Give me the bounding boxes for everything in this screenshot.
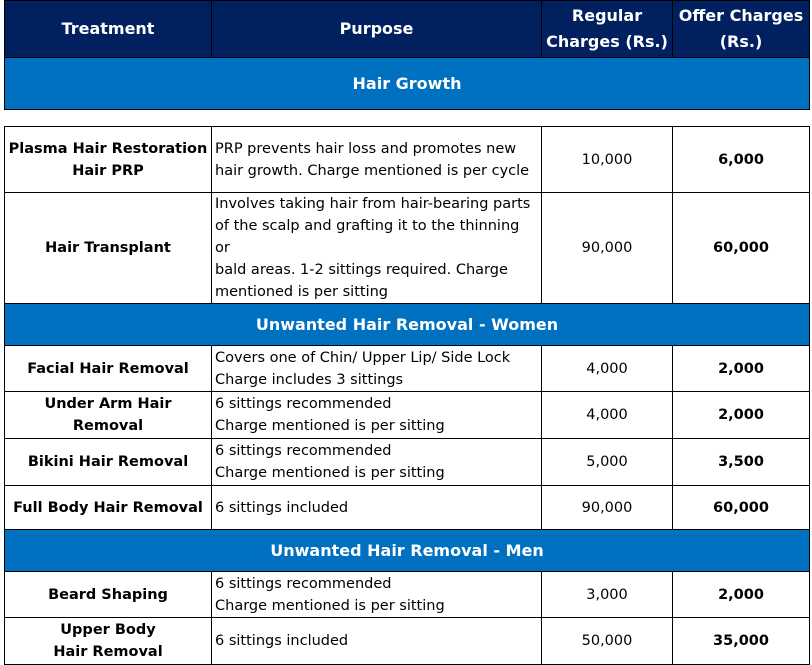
regular-charge-cell: 4,000 (542, 346, 673, 392)
purpose-line: Charge mentioned is per sitting (215, 597, 445, 614)
regular-charge-cell: 90,000 (542, 486, 673, 530)
table-row (5, 346, 810, 392)
purpose-cell (212, 486, 542, 530)
treatment-cell (5, 392, 212, 439)
purpose-line: 6 sittings included (215, 633, 349, 649)
purpose-line: PRP prevents hair loss and promotes new (215, 140, 517, 157)
offer-charge-cell: 2,000 (673, 346, 810, 392)
purpose-cell (212, 193, 542, 304)
offer-charge-cell: 60,000 (673, 486, 810, 530)
purpose-line: bald areas. 1-2 sittings required. Charge (215, 262, 508, 278)
table-row (5, 127, 810, 193)
offer-charge-cell: 6,000 (673, 127, 810, 193)
table-row (5, 618, 810, 665)
treatment-line: Bikini Hair Removal (27, 454, 189, 470)
treatment-cell (5, 346, 212, 392)
header-offer-line2: (Rs.) (719, 32, 763, 51)
purpose-line: hair growth. Charge mentioned is per cycle (215, 162, 530, 179)
purpose-line: Charge mentioned is per sitting (215, 465, 445, 481)
table-row (5, 193, 810, 304)
section-row (5, 530, 810, 572)
regular-charge-cell: 10,000 (542, 127, 673, 193)
table-row (5, 392, 810, 439)
section-title: Unwanted Hair Removal - Women (5, 304, 810, 346)
treatment-cell (5, 193, 212, 304)
regular-charge-cell: 4,000 (542, 392, 673, 439)
treatment-line: Facial Hair Removal (27, 360, 189, 377)
treatment-cell (5, 486, 212, 530)
treatment-cell (5, 439, 212, 486)
treatment-cell (5, 572, 212, 618)
section-row (5, 304, 810, 346)
purpose-cell (212, 618, 542, 665)
purpose-line: 6 sittings recommended (215, 575, 392, 592)
table-row (5, 439, 810, 486)
price-table (4, 0, 810, 665)
purpose-line: Covers one of Chin/ Upper Lip/ Side Lock (215, 349, 511, 366)
treatment-line: Hair PRP (72, 162, 144, 179)
table-row (5, 486, 810, 530)
purpose-line: 6 sittings recommended (215, 443, 392, 459)
header-regular-line1: Regular (571, 6, 643, 25)
offer-charge-cell: 35,000 (673, 618, 810, 665)
purpose-cell (212, 127, 542, 193)
purpose-cell (212, 439, 542, 486)
section-row (5, 58, 810, 110)
header-offer-line1: Offer Charges (678, 6, 804, 25)
header-regular-charges (542, 1, 673, 58)
header-regular-line2: Charges (Rs.) (546, 32, 668, 51)
treatment-line: Hair Transplant (45, 240, 171, 256)
regular-charge-cell: 50,000 (542, 618, 673, 665)
purpose-line: Charge mentioned is per sitting (215, 418, 445, 434)
purpose-cell (212, 346, 542, 392)
regular-charge-cell: 90,000 (542, 193, 673, 304)
purpose-cell (212, 392, 542, 439)
header-offer-charges (673, 1, 810, 58)
table-body (5, 58, 810, 665)
spacer-cell (5, 110, 810, 127)
header-treatment: Treatment (5, 1, 212, 58)
purpose-cell (212, 572, 542, 618)
treatment-line: Hair Removal (53, 644, 163, 660)
treatment-line: Beard Shaping (48, 586, 168, 603)
section-title: Unwanted Hair Removal - Men (5, 530, 810, 572)
treatment-line: Plasma Hair Restoration (8, 140, 208, 157)
offer-charge-cell: 3,500 (673, 439, 810, 486)
purpose-line: of the scalp and grafting it to the thinning or (215, 218, 520, 256)
treatment-line: Upper Body (60, 622, 156, 638)
section-title: Hair Growth (5, 58, 810, 110)
offer-charge-cell: 60,000 (673, 193, 810, 304)
treatment-cell (5, 127, 212, 193)
purpose-line: Charge includes 3 sittings (215, 371, 404, 388)
purpose-line: Involves taking hair from hair-bearing parts (215, 196, 531, 212)
spacer-row (5, 110, 810, 127)
purpose-line: 6 sittings included (215, 499, 349, 516)
treatment-line: Under Arm Hair Removal (44, 396, 172, 434)
purpose-line: mentioned is per sitting (215, 284, 389, 300)
header-purpose: Purpose (212, 1, 542, 58)
offer-charge-cell: 2,000 (673, 572, 810, 618)
treatment-cell (5, 618, 212, 665)
purpose-line: 6 sittings recommended (215, 396, 392, 412)
header-row (5, 1, 810, 58)
regular-charge-cell: 5,000 (542, 439, 673, 486)
treatment-line: Full Body Hair Removal (13, 499, 203, 516)
table-row (5, 572, 810, 618)
regular-charge-cell: 3,000 (542, 572, 673, 618)
offer-charge-cell: 2,000 (673, 392, 810, 439)
